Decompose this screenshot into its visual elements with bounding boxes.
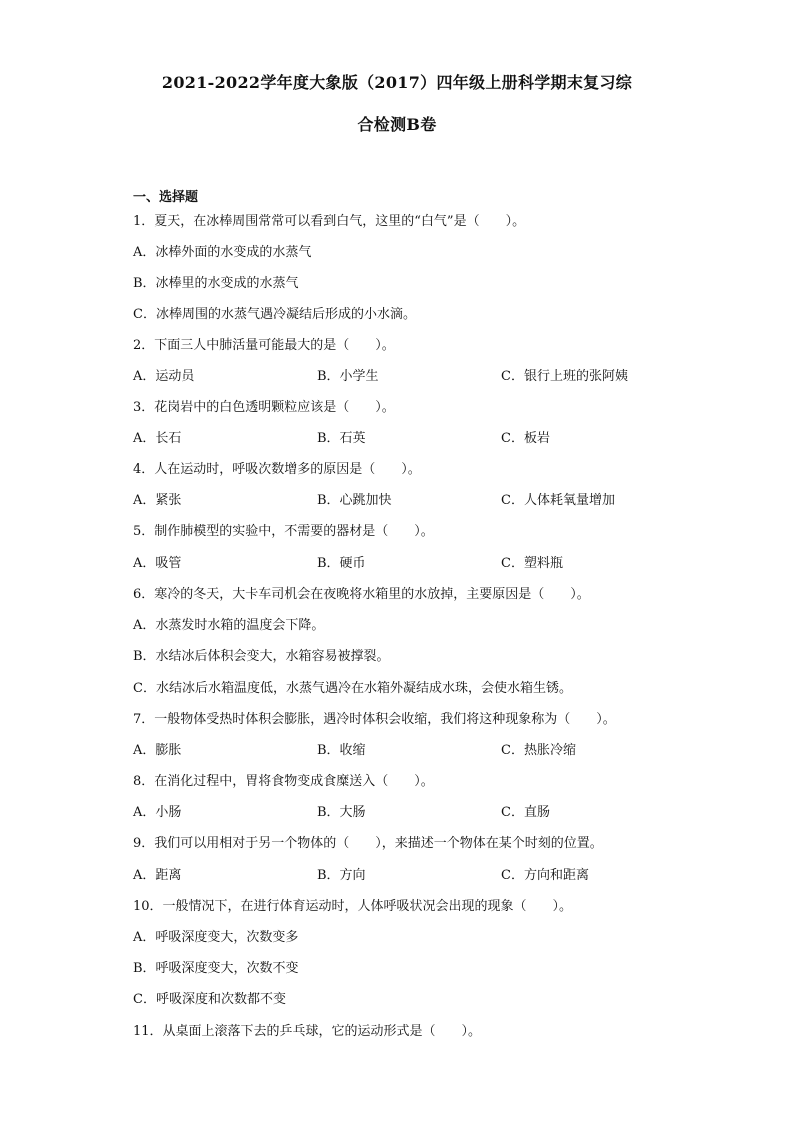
question-8-options: [133, 804, 693, 822]
question-4-option-c: C．人体耗氧量增加: [501, 493, 615, 508]
question-2-option-a: A．运动员: [133, 369, 195, 384]
page-title-line-1: 2021-2022学年度大象版（2017）四年级上册科学期末复习综: [161, 73, 633, 92]
question-7-option-c: C．热胀冷缩: [501, 743, 576, 758]
question-8-option-a: A．小肠: [133, 805, 182, 820]
question-4-option-b: B．心跳加快: [317, 493, 392, 508]
question-3-option-b: B．石英: [317, 431, 366, 446]
question-9-options: [133, 867, 693, 885]
question-9-stem: 9．我们可以用相对于另一个物体的（ ），来描述一个物体在某个时刻的位置。: [133, 836, 603, 851]
question-10-option-b: B．呼吸深度变大，次数不变: [133, 961, 299, 976]
question-4-options: [133, 492, 693, 510]
question-10-stem: 10．一般情况下，在进行体育运动时，人体呼吸状况会出现的现象（ ）。: [133, 899, 573, 914]
question-8-option-b: B．大肠: [317, 805, 366, 820]
question-9-option-c: C．方向和距离: [501, 868, 589, 883]
question-8-option-c: C．直肠: [501, 805, 550, 820]
question-1-stem: 1．夏天，在冰棒周围常常可以看到白气，这里的“白气”是（ ）。: [133, 214, 526, 229]
question-1-option-c: C．冰棒周围的水蒸气遇冷凝结后形成的小水滴。: [133, 307, 416, 322]
question-3-option-c: C．板岩: [501, 431, 550, 446]
question-9-option-a: A．距离: [133, 868, 182, 883]
question-7-stem: 7．一般物体受热时体积会膨胀，遇冷时体积会收缩，我们将这种现象称为（ ）。: [133, 712, 616, 727]
question-5-option-a: A．吸管: [133, 556, 182, 571]
question-9-option-b: B．方向: [317, 868, 366, 883]
question-2-option-b: B．小学生: [317, 369, 379, 384]
question-5-option-b: B．硬币: [317, 556, 366, 571]
question-6-option-c: C．水结冰后水箱温度低，水蒸气遇冷在水箱外凝结成水珠，会使水箱生锈。: [133, 681, 572, 696]
question-7-options: [133, 742, 693, 760]
question-5-options: [133, 555, 693, 573]
question-2-option-c: C．银行上班的张阿姨: [501, 369, 628, 384]
question-1-option-a: A．冰棒外面的水变成的水蒸气: [133, 245, 312, 260]
question-7-option-a: A．膨胀: [133, 743, 182, 758]
question-3-option-a: A．长石: [133, 431, 182, 446]
question-4-stem: 4．人在运动时，呼吸次数增多的原因是（ ）。: [133, 462, 421, 477]
question-2-stem: 2．下面三人中肺活量可能最大的是（ ）。: [133, 338, 395, 353]
question-5-stem: 5．制作肺模型的实验中，不需要的器材是（ ）。: [133, 524, 434, 539]
question-1-option-b: B．冰棒里的水变成的水蒸气: [133, 276, 299, 291]
question-2-options: [133, 368, 693, 386]
question-4-option-a: A．紧张: [133, 493, 182, 508]
question-10-option-c: C．呼吸深度和次数都不变: [133, 992, 286, 1007]
question-6-option-a: A．水蒸发时水箱的温度会下降。: [133, 618, 325, 633]
question-6-stem: 6．寒冷的冬天，大卡车司机会在夜晚将水箱里的水放掉，主要原因是（ ）。: [133, 587, 590, 602]
question-5-option-c: C．塑料瓶: [501, 556, 563, 571]
question-7-option-b: B．收缩: [317, 743, 366, 758]
section-heading: 一、选择题: [133, 190, 199, 205]
question-6-option-b: B．水结冰后体积会变大，水箱容易被撑裂。: [133, 649, 390, 664]
question-3-options: [133, 430, 693, 448]
question-3-stem: 3．花岗岩中的白色透明颗粒应该是（ ）。: [133, 400, 395, 415]
question-8-stem: 8．在消化过程中，胃将食物变成食糜送入（ ）。: [133, 774, 434, 789]
question-11-stem: 11．从桌面上滚落下去的乒乓球，它的运动形式是（ ）。: [133, 1024, 482, 1039]
question-10-option-a: A．呼吸深度变大，次数变多: [133, 930, 299, 945]
page-title-line-2: 合检测B卷: [357, 115, 437, 134]
